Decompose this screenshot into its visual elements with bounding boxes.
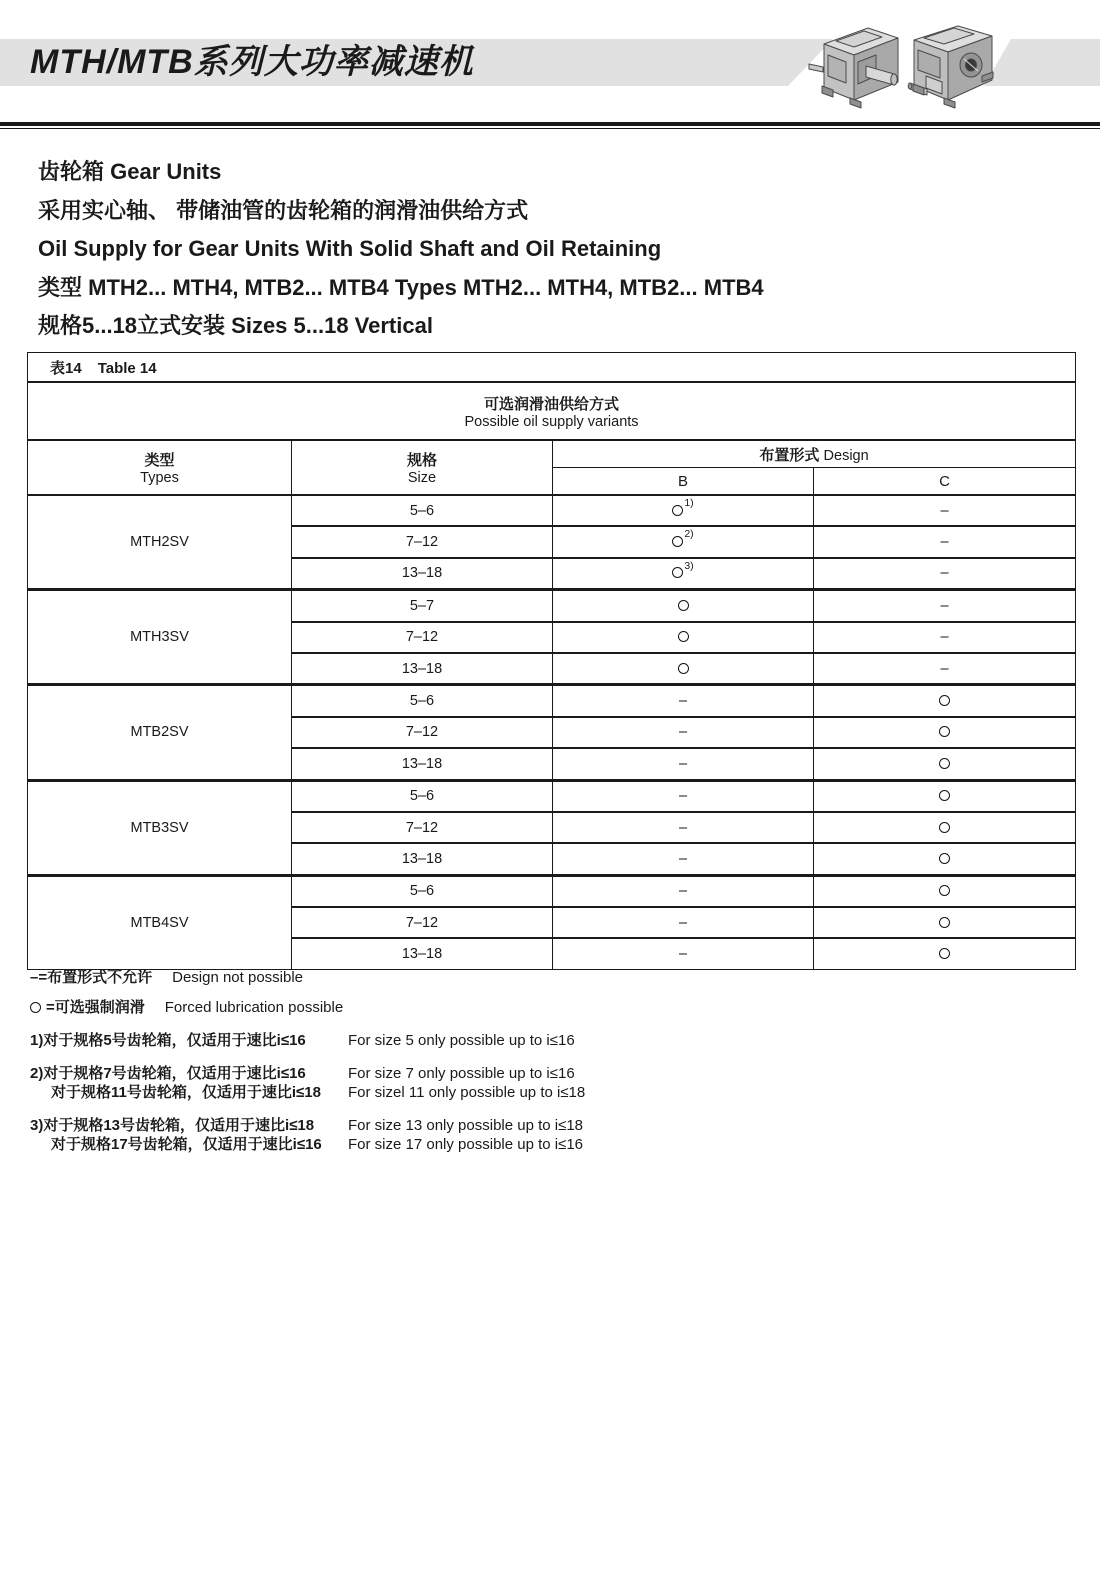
design-c-cell	[814, 748, 1076, 780]
design-c-cell	[814, 780, 1076, 812]
circle-symbol	[678, 600, 689, 611]
column-header-design-b: B	[553, 468, 814, 496]
design-b-cell: –	[553, 717, 814, 748]
design-b-cell	[553, 526, 814, 557]
footnote-en: For size 5 only possible up to i≤16	[348, 1032, 575, 1049]
circle-symbol	[678, 631, 689, 642]
footnote-zh: 3)对于规格13号齿轮箱，仅适用于速比i≤18	[30, 1116, 315, 1134]
design-b-cell: –	[553, 907, 814, 938]
circle-symbol	[939, 726, 950, 737]
legend-zh: =可选强制润滑	[46, 999, 145, 1016]
circle-symbol	[939, 758, 950, 769]
design-c-cell	[814, 875, 1076, 907]
legend-forced-lubrication	[30, 998, 585, 1018]
size-cell: 13–18	[292, 558, 553, 590]
legend-en: Forced lubrication possible	[164, 999, 344, 1016]
design-b-cell: –	[553, 685, 814, 717]
design-c-cell: –	[814, 622, 1076, 653]
size-cell: 5–7	[292, 590, 553, 622]
size-cell: 5–6	[292, 685, 553, 717]
footnote-zh: 1)对于规格5号齿轮箱，仅适用于速比i≤16	[30, 1032, 306, 1049]
page-title: MTH/MTB系列大功率减速机	[30, 43, 474, 81]
circle-symbol	[30, 1002, 41, 1013]
table-caption-zh: 可选润滑油供给方式	[484, 395, 620, 413]
size-cell: 13–18	[292, 843, 553, 875]
table-caption-en: Possible oil supply variants	[464, 413, 639, 430]
footnote-2	[30, 1064, 585, 1103]
design-b-cell	[553, 558, 814, 590]
design-c-cell	[814, 843, 1076, 875]
type-cell: MTB3SV	[28, 780, 292, 875]
footnote-zh: 对于规格11号齿轮箱，仅适用于速比i≤18	[51, 1084, 321, 1101]
footnote-en: For size 13 only possible up to i≤18	[348, 1116, 584, 1134]
column-header-types: 类型 Types	[28, 440, 292, 495]
circle-symbol	[678, 663, 689, 674]
circle-symbol	[939, 853, 950, 864]
type-cell: MTB2SV	[28, 685, 292, 780]
footnote-en: For size 7 only possible up to i≤16	[348, 1064, 575, 1082]
circle-symbol	[939, 790, 950, 801]
intro-line-oil-supply-en: Oil Supply for Gear Units With Solid Shaft and Oil Retaining	[38, 236, 662, 261]
table-number: 表14	[50, 359, 82, 377]
circle-symbol	[939, 885, 950, 896]
size-cell: 5–6	[292, 875, 553, 907]
circle-symbol	[939, 917, 950, 928]
header-divider	[0, 122, 1100, 129]
design-b-cell: –	[553, 843, 814, 875]
size-cell: 7–12	[292, 526, 553, 557]
size-cell: 5–6	[292, 495, 553, 526]
design-b-cell	[553, 495, 814, 526]
design-b-cell: –	[553, 780, 814, 812]
table-title	[28, 353, 1076, 383]
footnote-en: For size 17 only possible up to i≤16	[348, 1136, 584, 1153]
column-header-design-c: C	[814, 468, 1076, 496]
table-number-en: Table 14	[97, 359, 157, 377]
footnote-en: For sizel 11 only possible up to i≤18	[348, 1084, 586, 1101]
footnote-3	[30, 1116, 585, 1155]
type-cell: MTH2SV	[28, 495, 292, 590]
size-cell: 7–12	[292, 907, 553, 938]
design-c-cell: –	[814, 653, 1076, 685]
circle-symbol	[672, 536, 683, 547]
design-b-cell: –	[553, 812, 814, 843]
gearbox-left-icon	[809, 28, 898, 108]
notes-block	[30, 968, 585, 1155]
footnote-zh: 2)对于规格7号齿轮箱，仅适用于速比i≤16	[30, 1064, 306, 1082]
dash-symbol: –	[30, 969, 39, 986]
intro-line-oil-supply-zh: 采用实心轴、 带储油管的齿轮箱的润滑油供给方式	[38, 197, 529, 223]
column-header-design: 布置形式 Design	[553, 440, 1076, 468]
footnote-1	[30, 1031, 585, 1051]
design-c-cell: –	[814, 495, 1076, 526]
column-header-size: 规格 Size	[292, 440, 553, 495]
footnote-ref: 2)	[684, 528, 694, 541]
circle-symbol	[672, 567, 683, 578]
design-b-cell	[553, 653, 814, 685]
size-cell: 5–6	[292, 780, 553, 812]
gearbox-illustration-icon	[806, 14, 1006, 114]
circle-symbol	[939, 948, 950, 959]
design-b-cell: –	[553, 938, 814, 969]
circle-symbol	[672, 505, 683, 516]
legend-en: Design not possible	[172, 969, 304, 986]
design-b-cell	[553, 622, 814, 653]
gearbox-right-icon	[908, 26, 993, 108]
design-c-cell	[814, 907, 1076, 938]
size-cell: 13–18	[292, 938, 553, 969]
size-cell: 13–18	[292, 653, 553, 685]
legend-zh: =布置形式不允许	[38, 969, 153, 986]
oil-table-body	[28, 495, 1076, 969]
size-cell: 7–12	[292, 622, 553, 653]
size-cell: 7–12	[292, 812, 553, 843]
type-cell: MTH3SV	[28, 590, 292, 685]
design-b-cell: –	[553, 748, 814, 780]
table-row	[28, 495, 1076, 526]
footnote-ref: 1)	[684, 496, 694, 509]
intro-line-gear-units: 齿轮箱 Gear Units	[38, 159, 222, 184]
size-cell: 7–12	[292, 717, 553, 748]
table-row	[28, 780, 1076, 812]
circle-symbol	[939, 822, 950, 833]
intro-line-sizes: 规格5...18立式安装 Sizes 5...18 Vertical	[38, 313, 433, 338]
design-c-cell: –	[814, 526, 1076, 557]
design-c-cell	[814, 685, 1076, 717]
intro-headings	[38, 153, 764, 346]
footnote-ref: 3)	[684, 559, 694, 572]
table-row	[28, 685, 1076, 717]
circle-symbol	[939, 695, 950, 706]
design-c-cell: –	[814, 558, 1076, 590]
table-caption	[28, 382, 1076, 440]
table-header-row-1	[28, 440, 1076, 468]
table-row	[28, 590, 1076, 622]
table-row	[28, 875, 1076, 907]
design-c-cell	[814, 938, 1076, 969]
design-b-cell: –	[553, 875, 814, 907]
table-title-row	[28, 353, 1076, 383]
design-c-cell	[814, 717, 1076, 748]
legend-design-not-possible	[30, 968, 585, 988]
oil-supply-table	[27, 352, 1076, 970]
footnote-zh: 对于规格17号齿轮箱，仅适用于速比i≤16	[51, 1136, 322, 1153]
design-b-cell	[553, 590, 814, 622]
size-cell: 13–18	[292, 748, 553, 780]
design-c-cell	[814, 812, 1076, 843]
table-caption-row	[28, 382, 1076, 440]
type-cell: MTB4SV	[28, 875, 292, 969]
design-c-cell: –	[814, 590, 1076, 622]
intro-line-types: 类型 MTH2... MTH4, MTB2... MTB4 Types MTH2... MTH4, MTB2... MTB4	[38, 274, 764, 300]
